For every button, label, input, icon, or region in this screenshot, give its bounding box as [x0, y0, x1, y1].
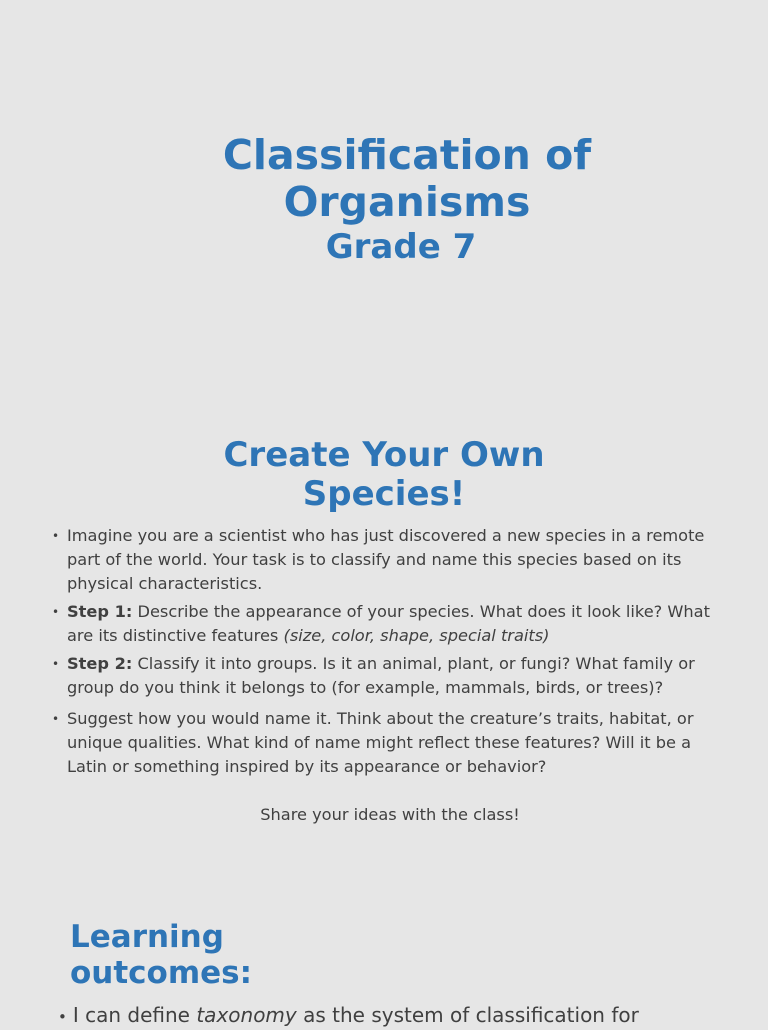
bullet-item: [52, 652, 722, 700]
outcome-text-prefix: I can define: [72, 1003, 197, 1027]
activity-bullet-list: [52, 524, 722, 783]
bullet-text: Imagine you are a scientist who has just discovered a new species in a remote part of the world. Your task is to classify and name this species based on its physical characteristics.: [67, 526, 705, 593]
outcome-term: taxonomy: [196, 1003, 297, 1027]
bullet-text: Classify it into groups. Is it an animal, plant, or fungi? What family or group do you think it belongs to (for example, mammals, birds, or trees)?: [67, 654, 695, 697]
bullet-dot-icon: •: [52, 657, 60, 671]
bullet-dot-icon: •: [58, 1008, 67, 1026]
outcomes-slide: [0, 890, 768, 1027]
presentation-title: [0, 132, 768, 226]
bullet-item: [52, 707, 722, 779]
activity-slide: [0, 390, 768, 890]
bullet-text: Describe the appearance of your species. What does it look like? What are its distinctive features: [67, 602, 710, 645]
bullet-item: [52, 600, 722, 648]
title-line-1: Classification of: [222, 131, 592, 179]
activity-heading: [0, 436, 768, 514]
bullet-text: Suggest how you would name it. Think about the creature’s traits, habitat, or unique qualities. What kind of name might reflect these features? Will it be a Latin or something inspired by its appearance or behavior?: [67, 709, 694, 776]
closing-prompt: Share your ideas with the class!: [260, 805, 520, 824]
outcomes-heading-line-1: Learning: [70, 919, 224, 955]
outcomes-heading-line-2: outcomes:: [70, 955, 253, 991]
outcome-text-suffix: as the system of classification for: [296, 1003, 639, 1027]
title-slide: [0, 0, 768, 390]
activity-heading-line-1: Create Your Own: [223, 435, 545, 475]
title-line-2: Organisms: [283, 178, 531, 226]
bullet-dot-icon: •: [52, 529, 60, 543]
outcome-item: [58, 1002, 639, 1030]
outcomes-heading: [70, 919, 252, 991]
bullet-dot-icon: •: [52, 712, 60, 726]
bullet-italic-text: (size, color, shape, special traits): [283, 626, 550, 645]
bullet-dot-icon: •: [52, 605, 60, 619]
bullet-item: [52, 524, 722, 596]
step-label: Step 1:: [67, 602, 133, 621]
presentation-subtitle: Grade 7: [325, 227, 477, 267]
step-label: Step 2:: [67, 654, 133, 673]
activity-heading-line-2: Species!: [302, 474, 466, 514]
